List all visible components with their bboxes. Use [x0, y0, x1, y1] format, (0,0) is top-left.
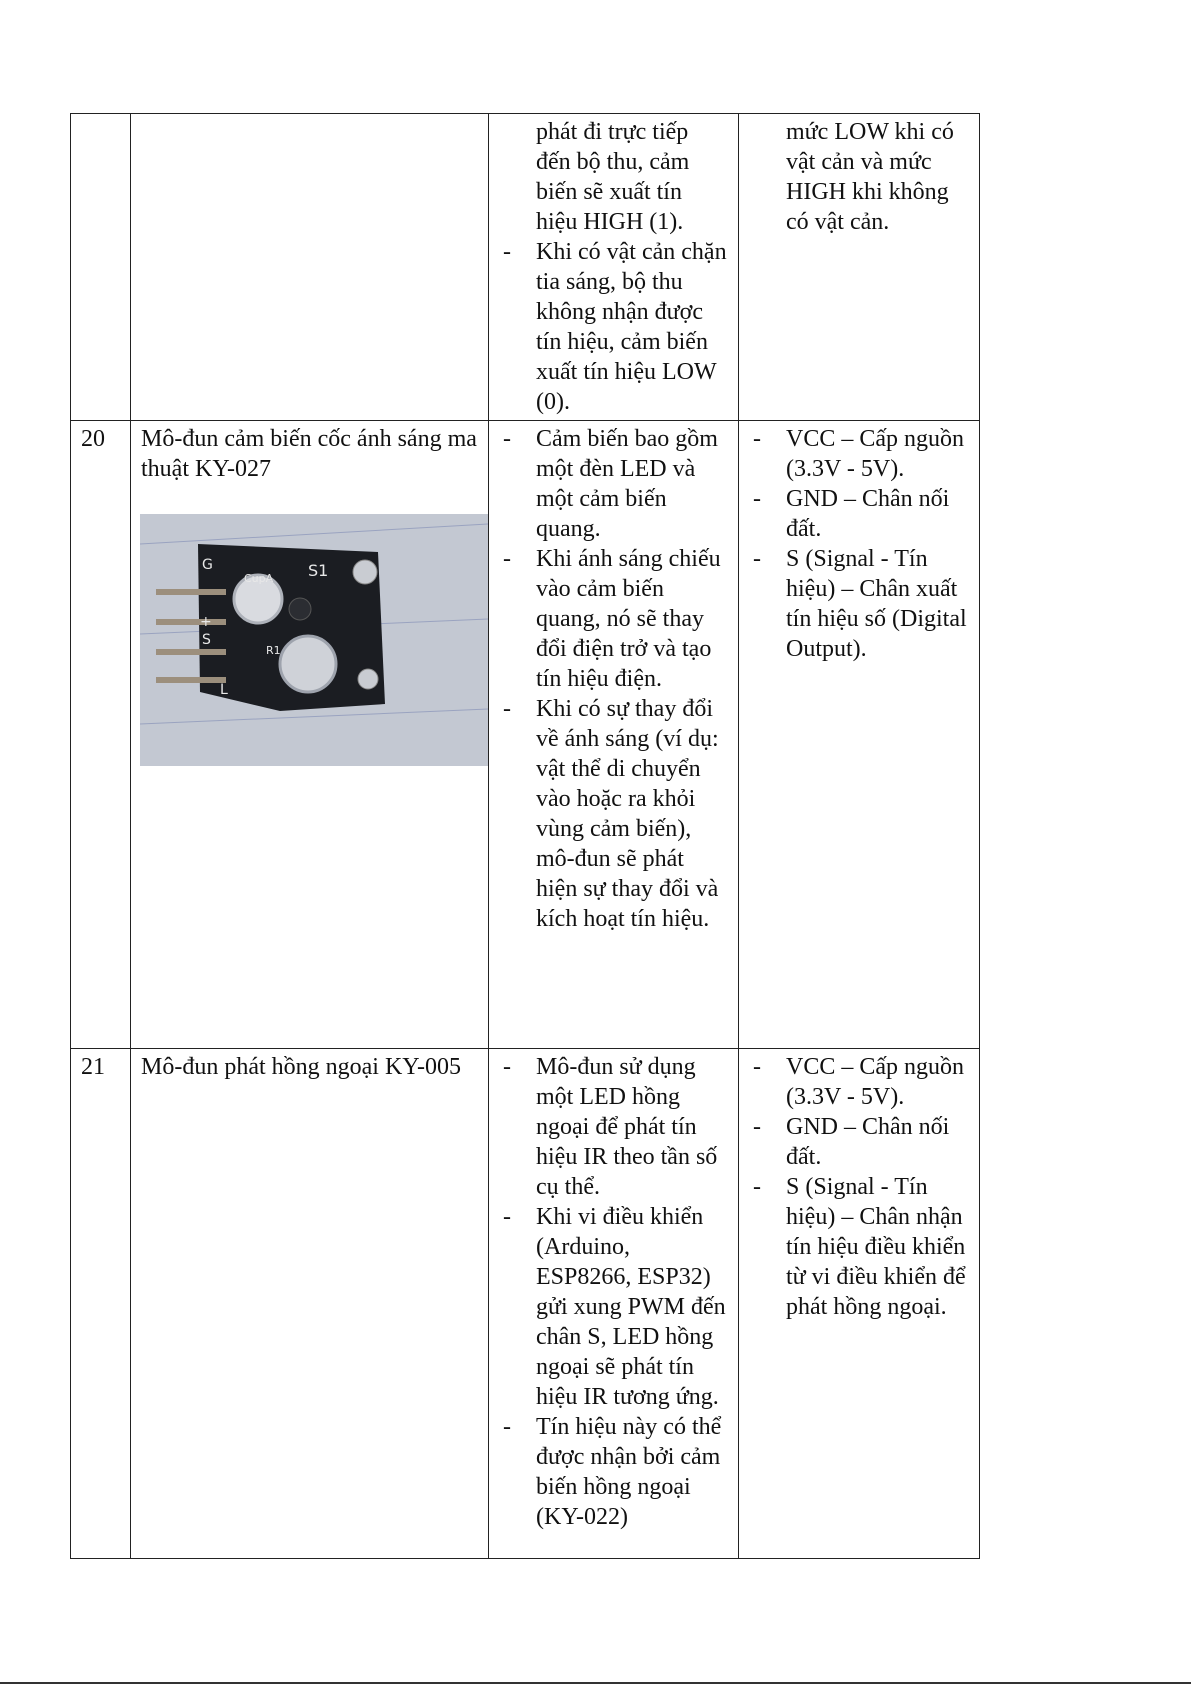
board-label-s1: S1	[308, 561, 329, 580]
page-bottom-rule	[0, 1682, 1191, 1684]
table-row	[71, 421, 980, 1049]
list-item: - Tín hiệu này có thể được nhận bởi cảm biến hồng ngoại (KY-022)	[499, 1412, 728, 1532]
board-label-cup: CupA	[244, 572, 274, 585]
pin-description: mức LOW khi có vật cản và mức HIGH khi không có vật cản.	[786, 119, 954, 235]
pin-label-s: S	[202, 632, 211, 648]
module-name-cell	[131, 1049, 489, 1559]
module-name: Mô-đun cảm biến cốc ánh sáng ma thuật KY-027	[141, 426, 477, 482]
module-name-cell	[131, 421, 489, 1049]
operation-cell	[489, 114, 739, 421]
pin-label-plus: +	[200, 614, 212, 630]
board-label-r1: R1	[266, 644, 281, 657]
list-item: - GND – Chân nối đất.	[749, 484, 969, 544]
list-item: - Khi vi điều khiển (Arduino, ESP8266, ESP32) gửi xung PWM đến chân S, LED hồng ngoại sẽ phát tín hiệu IR tương ứng.	[499, 1202, 728, 1412]
ky-027-sensor-photo	[140, 514, 488, 766]
pin-cell	[739, 114, 980, 421]
list-item: - Khi ánh sáng chiếu vào cảm biến quang, nó sẽ thay đổi điện trở và tạo tín hiệu điện.	[499, 544, 728, 694]
row-number-cell: 20	[71, 421, 131, 1049]
module-name-cell	[131, 114, 489, 421]
row-number-cell: 21	[71, 1049, 131, 1559]
table-row	[71, 114, 980, 421]
list-item: - VCC – Cấp nguồn (3.3V - 5V).	[749, 1052, 969, 1112]
list-item: - GND – Chân nối đất.	[749, 1112, 969, 1172]
table-row	[71, 1049, 980, 1559]
module-name: Mô-đun phát hồng ngoại KY-005	[141, 1054, 461, 1080]
list-item: - Khi có sự thay đổi về ánh sáng (ví dụ: vật thể di chuyển vào hoặc ra khỏi vùng cảm biến), mô-đun sẽ phát hiện sự thay đổi và kích hoạt tín hiệu.	[499, 694, 728, 934]
pin-cell	[739, 421, 980, 1049]
list-item: - S (Signal - Tín hiệu) – Chân xuất tín hiệu số (Digital Output).	[749, 544, 969, 664]
pin-cell	[739, 1049, 980, 1559]
operation-cell	[489, 1049, 739, 1559]
row-number-cell	[71, 114, 131, 421]
pin-label-g: G	[202, 557, 213, 573]
pin-label-l: L	[220, 682, 228, 698]
module-table	[70, 113, 980, 1559]
list-item: - Khi có vật cản chặn tia sáng, bộ thu không nhận được tín hiệu, cảm biến xuất tín hiệu LOW (0).	[499, 237, 728, 417]
list-item: - S (Signal - Tín hiệu) – Chân nhận tín hiệu điều khiển từ vi điều khiển để phát hồng ngoại.	[749, 1172, 969, 1322]
list-item: - VCC – Cấp nguồn (3.3V - 5V).	[749, 424, 969, 484]
list-item: phát đi trực tiếp đến bộ thu, cảm biến sẽ xuất tín hiệu HIGH (1).	[536, 119, 690, 235]
list-item: - Cảm biến bao gồm một đèn LED và một cảm biến quang.	[499, 424, 728, 544]
list-item: - Mô-đun sử dụng một LED hồng ngoại để phát tín hiệu IR theo tần số cụ thể.	[499, 1052, 728, 1202]
operation-cell	[489, 421, 739, 1049]
